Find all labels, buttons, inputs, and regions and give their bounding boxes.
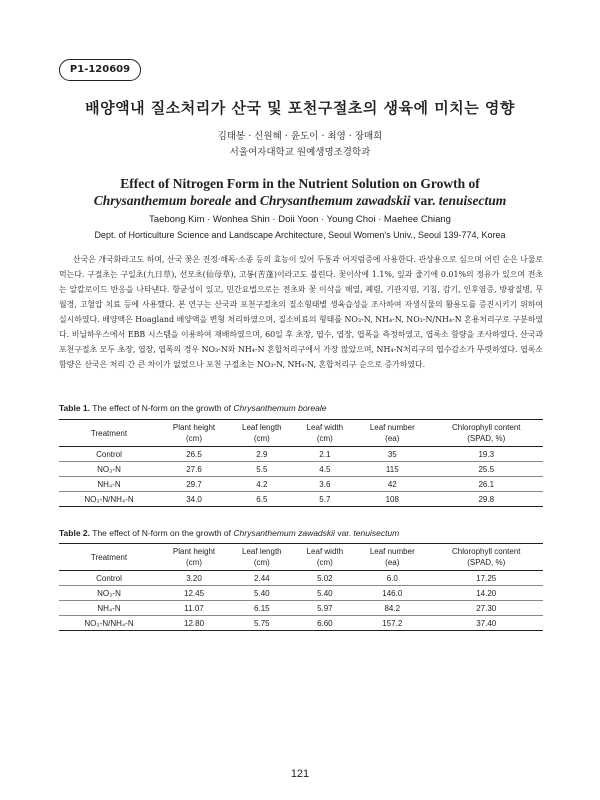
column-header xyxy=(430,420,544,447)
value-cell: 84.2 xyxy=(355,601,429,616)
treatment-cell: NO₃-N/NH₄-N xyxy=(84,494,134,504)
abstract-code-badge: P1-120609 xyxy=(59,59,141,81)
column-header-unit: (ea) xyxy=(385,434,400,443)
column-header-label: Leaf number xyxy=(369,547,415,556)
abstract-body xyxy=(59,252,543,372)
value-cell: 12.80 xyxy=(184,618,205,628)
title-var: var. xyxy=(413,193,436,208)
value-cell: 2.1 xyxy=(295,447,355,462)
table-2-caption xyxy=(59,528,399,538)
column-header-label: Leaf length xyxy=(242,423,282,432)
column-header-label: Leaf length xyxy=(242,547,282,556)
table-2-variety: tenuisectum xyxy=(353,528,400,538)
column-header-label: Chlorophyll content xyxy=(452,547,521,556)
value-cell: 4.2 xyxy=(229,477,295,492)
column-header xyxy=(59,420,159,447)
table-1 xyxy=(59,419,543,507)
value-cell: 115 xyxy=(355,462,429,477)
table-row xyxy=(59,492,543,507)
table-2 xyxy=(59,543,543,631)
value-cell: 26.5 xyxy=(159,447,229,462)
value-cell: 29.7 xyxy=(159,477,229,492)
column-header-unit: (SPAD, %) xyxy=(467,434,506,443)
table-1-species: Chrysanthemum boreale xyxy=(233,403,327,413)
value-cell: 27.6 xyxy=(159,462,229,477)
korean-title: 배양액내 질소처리가 산국 및 포천구절초의 생육에 미치는 영향 xyxy=(85,99,515,117)
column-header xyxy=(159,420,229,447)
value-cell: 19.3 xyxy=(430,447,544,462)
abstract-paragraph: 산국은 개국화라고도 하며, 산국 꽃은 진정·해독·소종 등의 효능이 있어 두통과 어지럼증에 사용한다. 관상용으로 심으며 어린 순은 나물로 먹는다. 구절초는 구일초(九日草), 선모초(仙母草), 고봉(苦蓬)이라고도 불린다. 꽃이삭에 1.1%, 잎과 줄기에 0.01%의 정유가 있으며 전초는 알칼로이드 반응을 나타낸다. 항균성이 있고, 민간요법으로는 전초와 꽃 이삭을 해열, 폐렴, 기관지염, 기침, 감기, 인후염증, 방광질병, 무월경, 고혈압 치료 등에 사용했다. 본 연구는 산국과 포천구절초의 질소형태별 생육습성을 조사하여 자생식물의 활용도를 증진시키기 위하여 실시하였다. 배양액은 Hoagland 배양액을 변형 처리하였으며, 질소비료의 형태를 NO₃-N, NH₄-N, NO₃-N/NH₄-N 혼용처리구로 구분하였다. 비닐하우스에서 EBB 시스템을 이용하여 재배하였으며, 60일 후 초장, 엽수, 엽장, 엽폭을 측정하였고, 엽록소 함량을 조사하였다. 산국과 포천구절초 모두 초장, 엽장, 엽폭의 경우 NO₃-N와 NH₄-N 혼합처리구에서 가장 많았으며, NH₄-N처리구의 엽수감소가 뚜렷하였다. 엽록소 함량은 산국은 처리 간 큰 차이가 없었으나 포천 구절초는 NO₃-N, NH₄-N, 혼합처리구 순으로 증가하였다. xyxy=(59,255,543,369)
value-cell: 6.15 xyxy=(229,601,295,616)
value-cell: 146.0 xyxy=(355,586,429,601)
column-header-unit: (cm) xyxy=(253,434,270,443)
table-2-var: var. xyxy=(337,528,352,538)
column-header xyxy=(355,544,429,571)
column-header-unit: (cm) xyxy=(316,434,333,443)
english-affiliation: Dept. of Horticulture Science and Landscape Architecture, Seoul Women's Univ., Seoul 139-774, Korea xyxy=(94,230,506,240)
variety-name: tenuisectum xyxy=(438,193,507,208)
column-header-label: Leaf number xyxy=(369,423,415,432)
value-cell: 14.20 xyxy=(430,586,544,601)
column-header-label: Treatment xyxy=(90,428,128,438)
value-cell: 35 xyxy=(355,447,429,462)
table-2-species: Chrysanthemum zawadskii xyxy=(233,528,335,538)
column-header-unit: (cm) xyxy=(253,558,270,567)
treatment-cell: NO₃-N/NH₄-N xyxy=(84,618,134,628)
column-header xyxy=(430,544,544,571)
value-cell: 5.5 xyxy=(229,462,295,477)
table-row xyxy=(59,571,543,586)
korean-affiliation: 서울여자대학교 원예생명조경학과 xyxy=(229,147,371,158)
column-header-unit: (cm) xyxy=(186,434,203,443)
table-2-header-row xyxy=(59,544,543,571)
value-cell: 108 xyxy=(385,494,399,504)
value-cell: 11.07 xyxy=(159,601,229,616)
value-cell: 6.5 xyxy=(256,494,268,504)
english-title-line-1: Effect of Nitrogen Form in the Nutrient Solution on Growth of xyxy=(120,176,480,191)
value-cell: 12.45 xyxy=(159,586,229,601)
column-header xyxy=(295,420,355,447)
value-cell: 17.25 xyxy=(430,571,544,586)
table-row xyxy=(59,462,543,477)
value-cell: 157.2 xyxy=(382,618,403,628)
value-cell: 5.02 xyxy=(295,571,355,586)
column-header-label: Plant height xyxy=(172,423,216,432)
english-title-line-2 xyxy=(0,193,600,209)
table-1-label: Table 1. xyxy=(59,403,91,413)
column-header-label: Leaf width xyxy=(306,423,344,432)
english-authors: Taebong Kim · Wonhea Shin · Doii Yoon · Young Choi · Maehee Chiang xyxy=(149,214,451,225)
value-cell: 3.6 xyxy=(295,477,355,492)
column-header xyxy=(355,420,429,447)
value-cell: 3.20 xyxy=(159,571,229,586)
column-header-unit: (cm) xyxy=(186,558,203,567)
value-cell: 4.5 xyxy=(295,462,355,477)
table-1-header-row xyxy=(59,420,543,447)
page-number: 121 xyxy=(290,768,310,780)
column-header-unit: (ea) xyxy=(385,558,400,567)
treatment-cell: Control xyxy=(59,571,159,586)
value-cell: 29.8 xyxy=(478,494,495,504)
value-cell: 37.40 xyxy=(476,618,497,628)
treatment-cell: NO₃-N xyxy=(59,462,159,477)
title-and: and xyxy=(234,193,257,208)
table-1-caption xyxy=(59,403,326,413)
table-row xyxy=(59,601,543,616)
table-row xyxy=(59,447,543,462)
species-2-name: Chrysanthemum zawadskii xyxy=(259,193,411,208)
column-header-label: Treatment xyxy=(90,552,128,562)
species-1-name: Chrysanthemum boreale xyxy=(93,193,232,208)
column-header xyxy=(59,544,159,571)
column-header-unit: (SPAD, %) xyxy=(467,558,506,567)
table-row xyxy=(59,616,543,631)
value-cell: 2.9 xyxy=(229,447,295,462)
value-cell: 2.44 xyxy=(229,571,295,586)
treatment-cell: NH₄-N xyxy=(59,601,159,616)
column-header xyxy=(159,544,229,571)
value-cell: 6.60 xyxy=(317,618,333,628)
table-1-caption-text: The effect of N-form on the growth of xyxy=(92,403,231,413)
value-cell: 26.1 xyxy=(430,477,544,492)
value-cell: 5.7 xyxy=(319,494,331,504)
treatment-cell: NH₄-N xyxy=(59,477,159,492)
column-header-unit: (cm) xyxy=(316,558,333,567)
value-cell: 42 xyxy=(355,477,429,492)
value-cell: 5.75 xyxy=(254,618,270,628)
treatment-cell: NO₃-N xyxy=(59,586,159,601)
column-header xyxy=(229,544,295,571)
table-2-caption-text: The effect of N-form on the growth of xyxy=(92,528,231,538)
column-header-label: Chlorophyll content xyxy=(452,423,521,432)
value-cell: 5.40 xyxy=(229,586,295,601)
table-2-label: Table 2. xyxy=(59,528,91,538)
table-row xyxy=(59,586,543,601)
table-row xyxy=(59,477,543,492)
value-cell: 27.30 xyxy=(430,601,544,616)
value-cell: 25.5 xyxy=(430,462,544,477)
column-header-label: Leaf width xyxy=(306,547,344,556)
treatment-cell: Control xyxy=(59,447,159,462)
column-header xyxy=(295,544,355,571)
column-header xyxy=(229,420,295,447)
column-header-label: Plant height xyxy=(172,547,216,556)
value-cell: 6.0 xyxy=(355,571,429,586)
value-cell: 34.0 xyxy=(186,494,202,504)
korean-authors: 김태봉 · 신원혜 · 윤도이 · 최영 · 장매희 xyxy=(217,131,383,142)
value-cell: 5.40 xyxy=(295,586,355,601)
value-cell: 5.97 xyxy=(295,601,355,616)
